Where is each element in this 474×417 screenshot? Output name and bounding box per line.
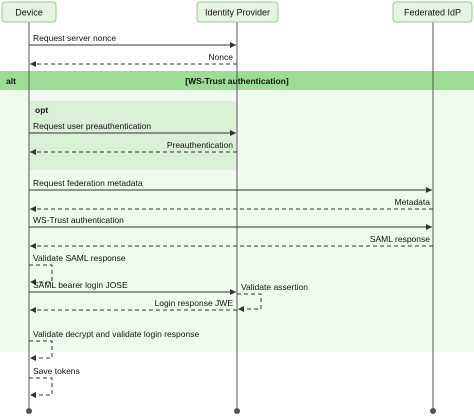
participant-label: Device bbox=[15, 7, 43, 18]
message-label: Metadata bbox=[394, 197, 430, 207]
participant-device bbox=[2, 2, 56, 22]
message-label: Request server nonce bbox=[33, 33, 117, 43]
message-nonce bbox=[30, 52, 237, 64]
lifeline-end-fed bbox=[430, 408, 436, 414]
message-label: Save tokens bbox=[33, 366, 80, 376]
message-label: SAML response bbox=[369, 234, 430, 244]
message-label: Validate decrypt and validate login response bbox=[33, 329, 200, 339]
lifeline-end-device bbox=[26, 408, 32, 414]
message-request-server-nonce bbox=[29, 33, 236, 45]
opt-keyword: opt bbox=[35, 105, 49, 115]
participant-federated-idp bbox=[393, 2, 472, 22]
message-label: Validate assertion bbox=[241, 282, 308, 292]
opt-fragment bbox=[29, 101, 236, 170]
participant-label: Identity Provider bbox=[204, 7, 271, 18]
participant-label: Federated IdP bbox=[403, 7, 462, 18]
message-label: Login response JWE bbox=[154, 298, 233, 308]
message-label: Request federation metadata bbox=[33, 178, 143, 188]
message-label: Preauthentication bbox=[166, 140, 233, 150]
message-arrow bbox=[29, 378, 52, 395]
message-label: Nonce bbox=[208, 52, 233, 62]
message-label: WS-Trust authentication bbox=[33, 215, 124, 225]
opt-fragment-body bbox=[29, 101, 236, 170]
lifeline-end-idp bbox=[234, 408, 240, 414]
participant-identity-provider bbox=[197, 2, 278, 22]
alt-condition: [WS-Trust authentication] bbox=[185, 76, 289, 86]
message-save-tokens bbox=[29, 366, 80, 395]
message-label: SAML bearer login JOSE bbox=[33, 280, 128, 290]
alt-keyword: alt bbox=[6, 76, 16, 86]
message-label: Validate SAML response bbox=[33, 253, 126, 263]
message-label: Request user preauthentication bbox=[33, 121, 152, 131]
